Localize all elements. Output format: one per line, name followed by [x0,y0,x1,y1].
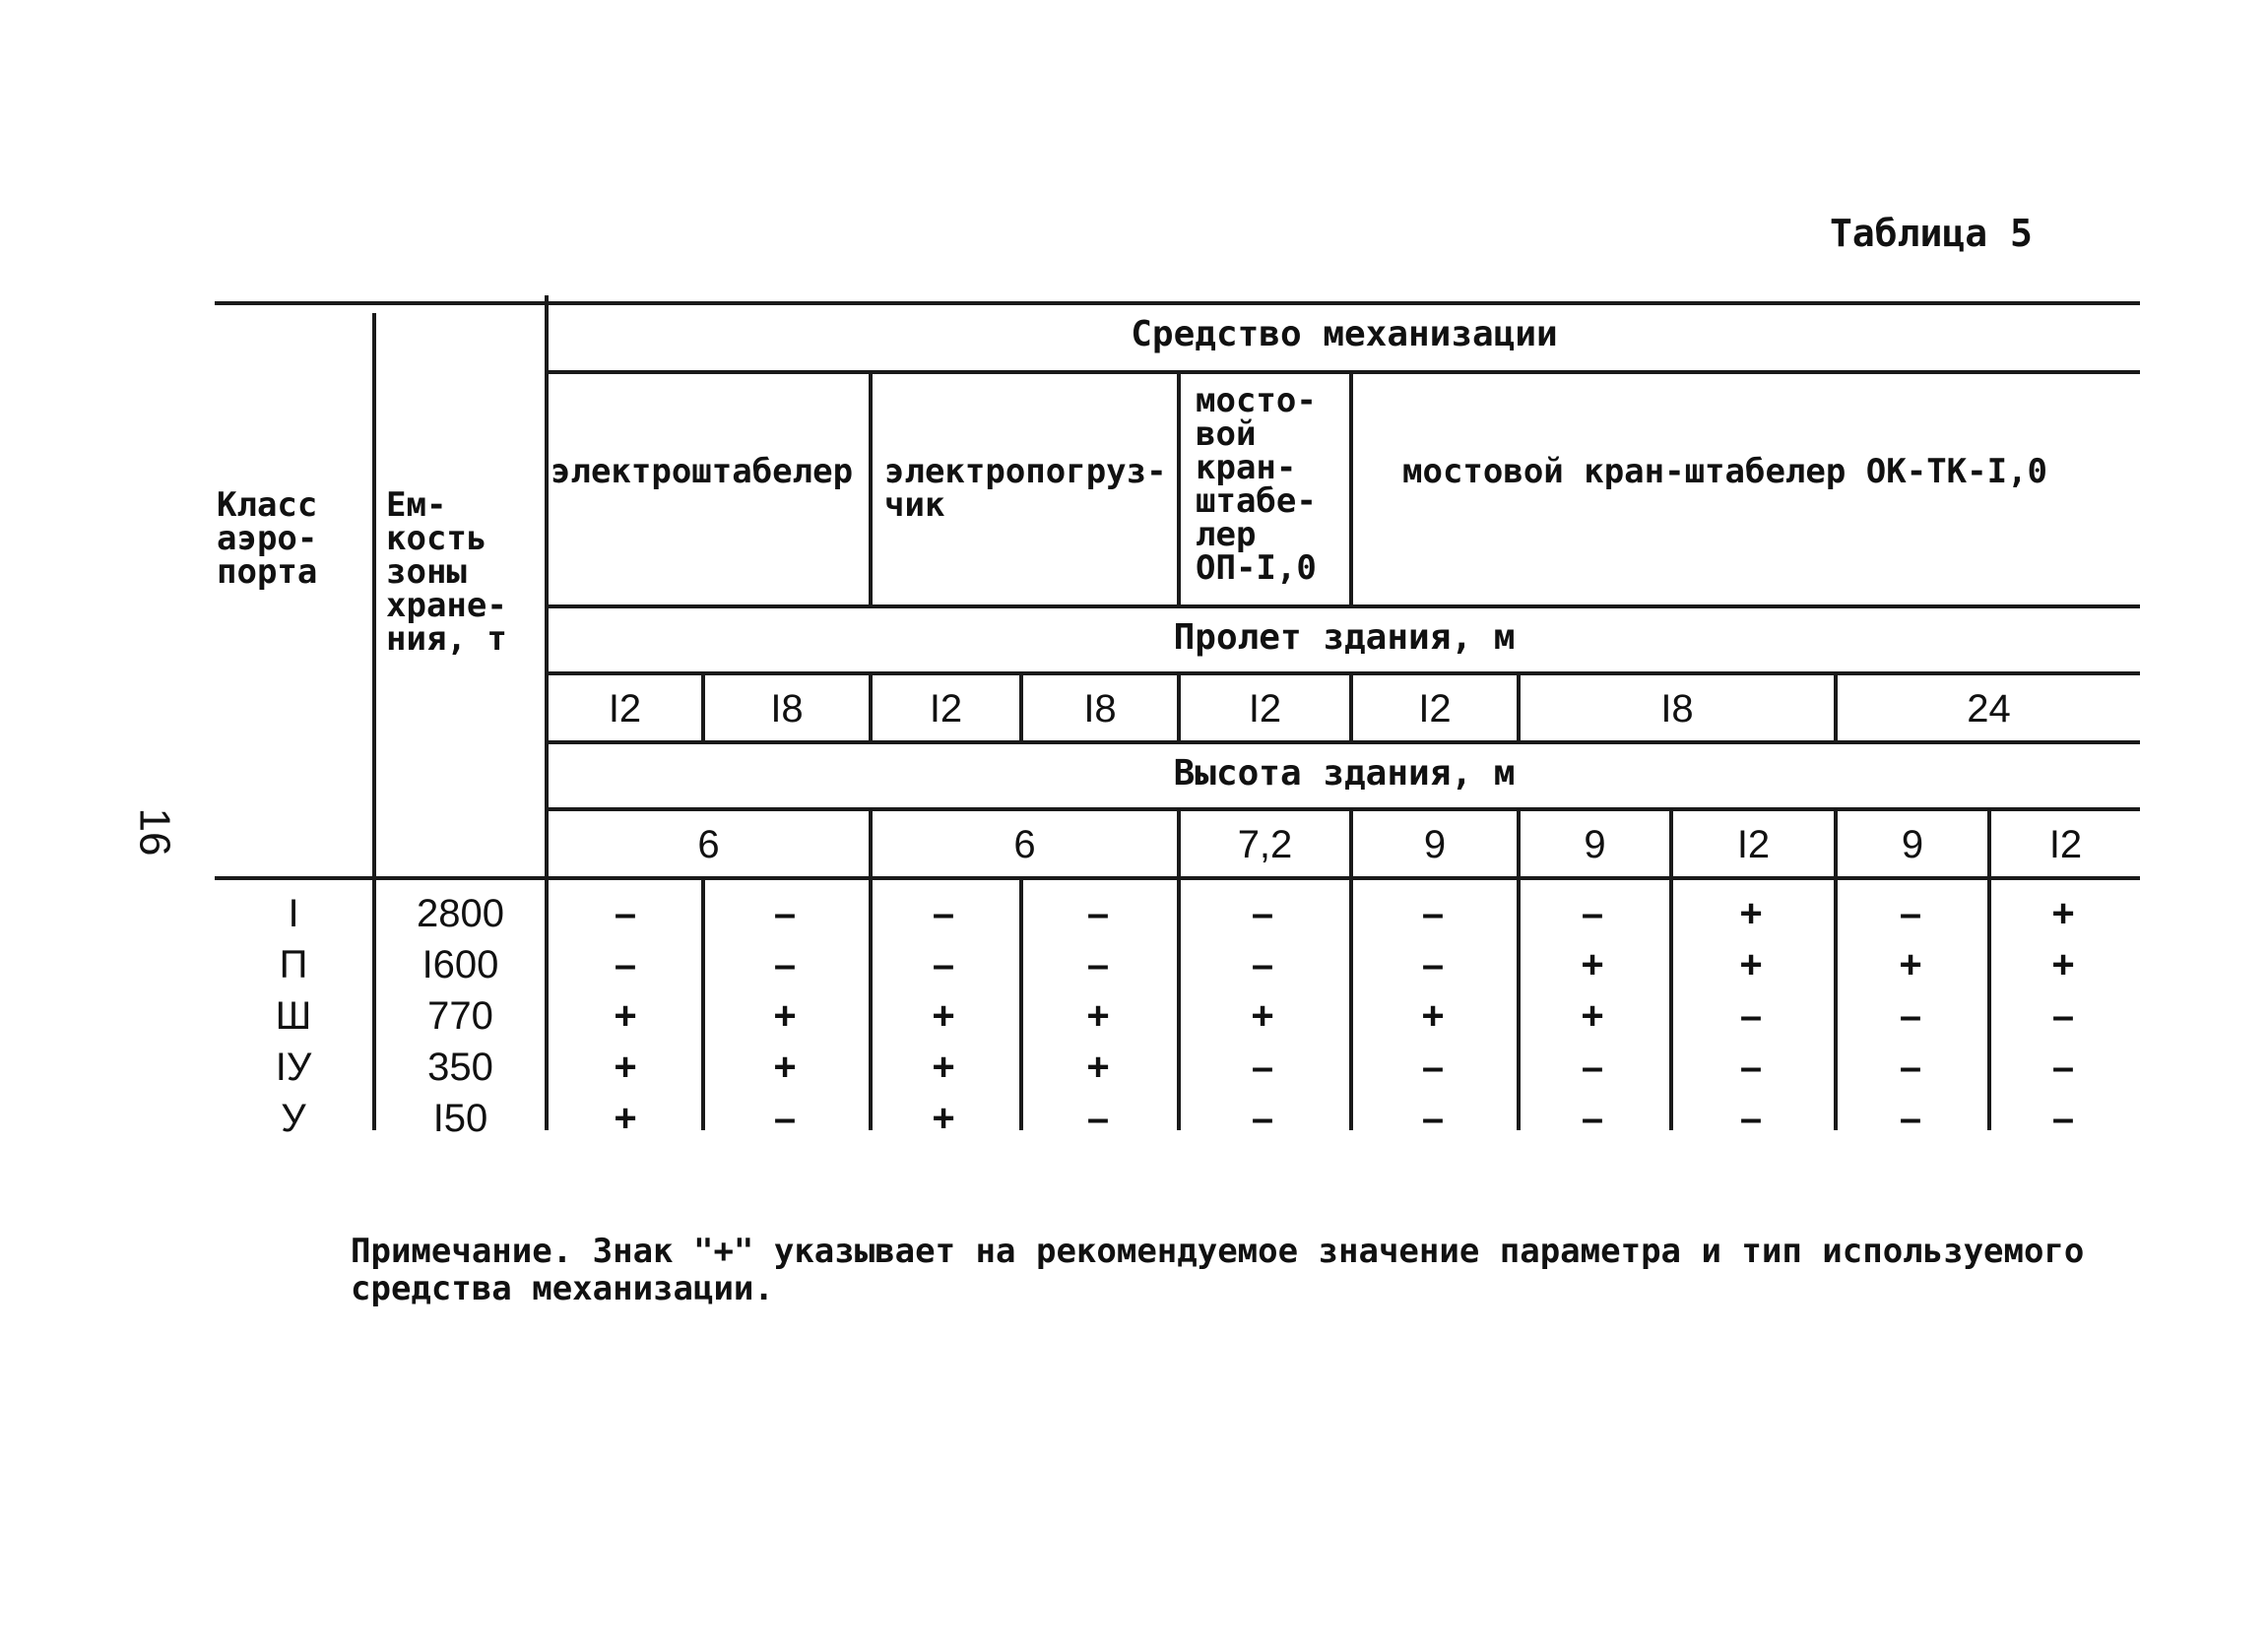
span-cell: 24 [1967,687,2011,731]
recommendation-mark: – [773,943,797,986]
span-cell: I8 [1660,687,1694,731]
equipment-bridge-crane-ok-tk: мостовой кран-штабелер ОК-ТК-I,0 [1402,452,2048,491]
recommendation-mark: – [1899,1097,1922,1140]
recommendation-mark: + [932,994,955,1038]
span-header: Пролет здания, м [1173,617,1516,658]
span-cell: I2 [608,687,642,731]
capacity-header: Ем- кость зоны хране- ния, т [386,485,507,659]
recommendation-mark: – [1251,1097,1274,1140]
recommendation-mark: – [1581,1097,1604,1140]
recommendation-mark: + [1581,994,1604,1038]
height-header: Высота здания, м [1173,753,1516,794]
recommendation-mark: – [932,892,955,935]
recommendation-mark: + [614,994,637,1038]
mechanization-header: Средство механизации [1131,314,1558,354]
height-cell: 6 [1013,823,1036,866]
height-cell: 9 [1584,823,1606,866]
recommendation-mark: + [1899,943,1922,986]
equipment-electrostacker: электроштабелер [551,452,854,491]
height-cell: 9 [1901,823,1924,866]
recommendation-mark: – [1421,1046,1445,1089]
recommendation-mark: – [1899,892,1922,935]
airport-class-header: Класс аэро- порта [217,485,318,592]
row-airport-class: I [288,892,299,935]
recommendation-mark: – [1739,1097,1763,1140]
recommendation-mark: – [1251,1046,1274,1089]
table-note: Примечание. Знак "+" указывает на рекомендуемое значение параметра и тип используемого средства механизации. [351,1232,2085,1308]
recommendation-mark: – [932,943,955,986]
recommendation-mark: – [1251,892,1274,935]
row-capacity: 350 [427,1046,493,1089]
height-cell: 6 [697,823,720,866]
recommendation-mark: – [1739,994,1763,1038]
span-cell: I2 [1418,687,1452,731]
recommendation-mark: – [1421,943,1445,986]
recommendation-mark: – [1899,994,1922,1038]
span-cell: I8 [770,687,804,731]
recommendation-mark: + [773,994,797,1038]
recommendation-mark: – [1421,1097,1445,1140]
recommendation-mark: + [932,1097,955,1140]
equipment-electroloader: электропогруз- чик [884,452,1167,525]
row-capacity: I50 [432,1097,488,1140]
page-number: 16 [130,807,179,857]
recommendation-mark: + [1086,994,1110,1038]
recommendation-mark: + [1581,943,1604,986]
recommendation-mark: – [614,943,637,986]
recommendation-mark: + [932,1046,955,1089]
span-cell: I2 [1248,687,1282,731]
recommendation-mark: + [1739,892,1763,935]
recommendation-mark: – [1086,892,1110,935]
span-cell: I8 [1083,687,1117,731]
recommendation-mark: – [614,892,637,935]
recommendation-mark: + [614,1097,637,1140]
recommendation-mark: – [2051,994,2075,1038]
row-capacity: I600 [421,943,499,986]
row-capacity: 2800 [417,892,504,935]
recommendation-mark: + [1251,994,1274,1038]
recommendation-mark: – [773,892,797,935]
recommendation-mark: + [773,1046,797,1089]
recommendation-mark: – [1251,943,1274,986]
recommendation-mark: – [773,1097,797,1140]
recommendation-mark: – [2051,1046,2075,1089]
recommendation-mark: – [1899,1046,1922,1089]
row-airport-class: Ш [275,994,312,1038]
recommendation-mark: + [2051,943,2075,986]
recommendation-mark: + [1086,1046,1110,1089]
recommendation-mark: – [1581,1046,1604,1089]
recommendation-mark: – [1086,943,1110,986]
recommendation-mark: + [1739,943,1763,986]
recommendation-mark: – [2051,1097,2075,1140]
recommendation-mark: – [1739,1046,1763,1089]
recommendation-mark: + [2051,892,2075,935]
row-airport-class: IУ [275,1046,312,1089]
recommendation-mark: – [1581,892,1604,935]
row-capacity: 770 [427,994,493,1038]
row-airport-class: П [279,943,308,986]
height-cell: 9 [1423,823,1447,866]
recommendation-mark: – [1421,892,1445,935]
height-cell: I2 [2048,823,2083,866]
row-airport-class: У [281,1097,306,1140]
span-cell: I2 [929,687,963,731]
height-cell: I2 [1736,823,1771,866]
table-title: Таблица 5 [1830,212,2033,255]
recommendation-mark: + [1421,994,1445,1038]
equipment-bridge-crane-op: мосто- вой кран- штабе- лер ОП-I,0 [1196,381,1317,588]
recommendation-mark: – [1086,1097,1110,1140]
recommendation-mark: + [614,1046,637,1089]
height-cell: 7,2 [1237,823,1293,866]
